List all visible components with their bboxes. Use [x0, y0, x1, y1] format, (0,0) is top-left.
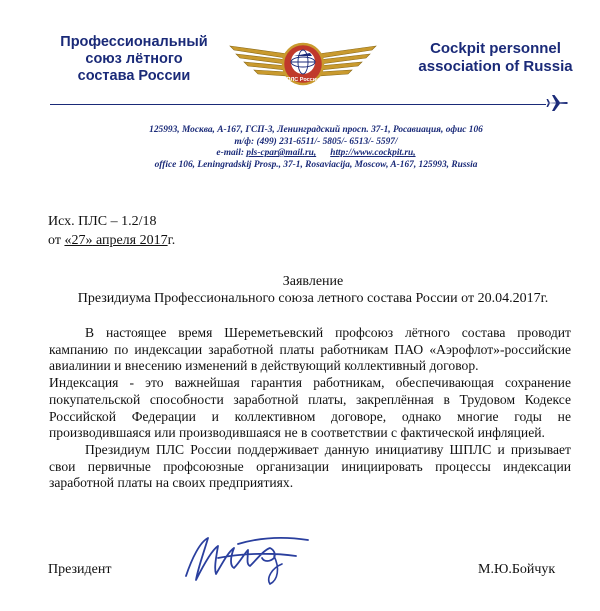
- logo-text: ПЛС России: [286, 77, 320, 83]
- statement-subtitle: Президиума Профессионального союза летного состава России от 20.04.2017г.: [77, 291, 549, 306]
- union-logo: [228, 36, 378, 96]
- email-label: e-mail:: [216, 148, 245, 158]
- org-name-ru-line-3: состава России: [77, 68, 191, 84]
- outgoing-reference: [48, 212, 175, 250]
- email-site-line: [86, 148, 546, 160]
- body-paragraph-1: В настоящее время Шереметьевский профсоюз лётного состава проводит кампанию по индексации заработной платы работникам ПАО «Аэрофлот»-российские авиалинии и внесению изменений в действующий коллективный договор.: [49, 325, 571, 374]
- phone-line: т/ф: (499) 231-6511/- 5805/- 6513/- 5597/: [234, 136, 398, 147]
- contact-block: [86, 125, 546, 171]
- org-name-en-line-2: association of Russia: [418, 58, 573, 75]
- date-month-year: апреля 2017: [92, 233, 168, 248]
- org-name-ru-line-2: союз лётного: [85, 51, 183, 67]
- address-ru: 125993, Москва, А-167, ГСП-3, Ленинградский просп. 37-1, Росавиация, офис 106: [149, 125, 483, 135]
- handwritten-signature-icon: [178, 528, 328, 588]
- reference-number: Исх. ПЛС – 1.2/18: [48, 214, 157, 229]
- signatory-name: М.Ю.Бойчук: [478, 562, 556, 577]
- header-divider: [50, 104, 546, 105]
- address-en: office 106, Leningradskij Prosp., 37-1, Rosaviacija, Moscow, A-167, 125993, Russia: [154, 159, 478, 170]
- reference-date: [48, 231, 175, 250]
- right-wing-icon: [318, 46, 376, 76]
- org-name-ru: [30, 34, 238, 85]
- date-day: «27»: [64, 233, 93, 248]
- statement-body: [49, 325, 571, 492]
- signatory-role: Президент: [48, 562, 112, 577]
- airplane-icon: [545, 94, 569, 112]
- org-name-ru-line-1: Профессиональный: [60, 34, 208, 50]
- website-link[interactable]: http://www.cockpit.ru,: [330, 148, 416, 158]
- date-suffix: г.: [167, 233, 176, 248]
- org-name-en: [393, 40, 598, 76]
- statement-title: Заявление: [282, 274, 344, 289]
- body-paragraph-2: Индексация - это важнейшая гарантия работникам, обеспечивающая сохранение покупательской способности заработной платы, закреплённая в Трудовом Кодексе Российской Федерации и коллективном договоре, однако многие годы не производившаяся или производившаяся не в соответствии с фактической инфляцией.: [49, 375, 571, 441]
- date-prefix: от: [48, 233, 65, 248]
- email-link[interactable]: pls-cpar@mail.ru,: [246, 148, 317, 158]
- org-name-en-line-1: Cockpit personnel: [430, 40, 561, 57]
- left-wing-icon: [230, 46, 288, 76]
- body-paragraph-3: Президиум ПЛС России поддерживает данную инициативу ШПЛС и призывает свои первичные профсоюзные организации инициировать процессы индексации заработной платы на своих предприятиях.: [49, 441, 571, 491]
